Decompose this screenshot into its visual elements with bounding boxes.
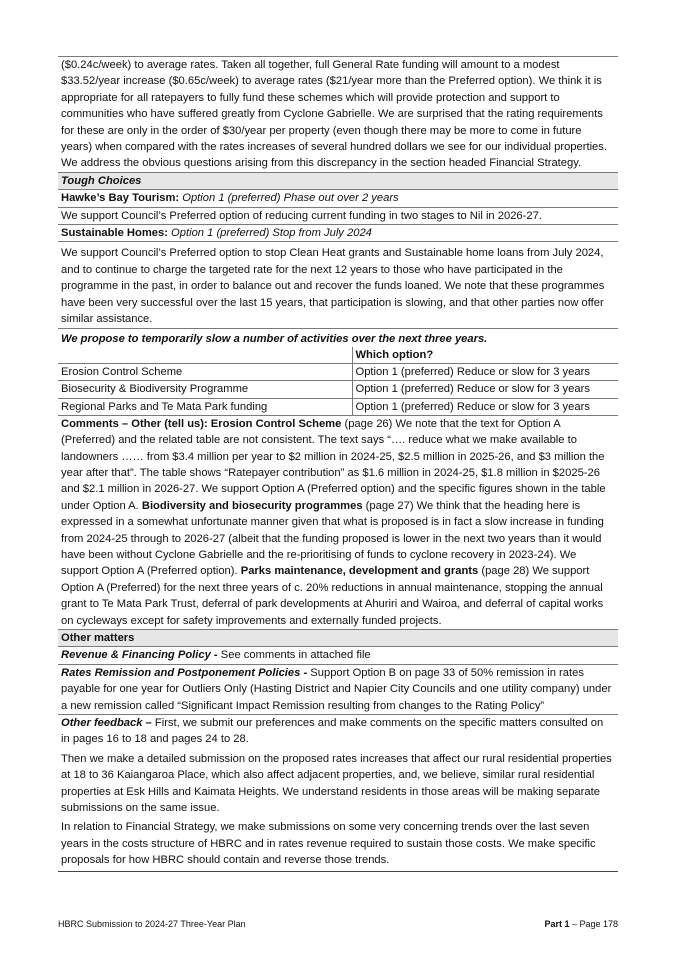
activity-option: Option 1 (preferred) Reduce or slow for 3 years	[352, 381, 618, 398]
comments-parks-label: Parks maintenance, development and grants	[240, 565, 479, 578]
comments-lead: Comments – Other (tell us): Erosion Control Scheme	[61, 417, 342, 430]
other-matters-heading-row	[58, 630, 618, 647]
intro-section	[58, 56, 618, 173]
tough-choices-heading: Tough Choices	[61, 174, 142, 187]
rates-remission-label: Rates Remission and Postponement Policies -	[61, 666, 308, 679]
homes-text: We support Council’s Preferred option to stop Clean Heat grants and Sustainable home loans from July 2024, and to continue to charge the targeted rate for the next 12 years to those who have participated in the programme in the past, in order to balance out and recover the funds loaned. We note that these programmes have been very successful over the last 15 years, that participation is slowing, and that other parties now offer similar assistance.	[61, 247, 605, 326]
footer-page: – Page 178	[569, 919, 618, 929]
tourism-row	[58, 190, 618, 207]
activities-table	[58, 347, 618, 416]
homes-label: Sustainable Homes:	[61, 227, 168, 240]
financial-strategy-paragraph: In relation to Financial Strategy, we make submissions on some very concerning trends over the last seven years in the costs structure of HBRC and in rates revenue required to sustain those costs. We make specific proposals for how HBRC should contain and reverse those trends.	[61, 821, 596, 867]
tourism-label: Hawke’s Bay Tourism:	[61, 192, 180, 205]
activity-option: Option 1 (preferred) Reduce or slow for 3 years	[352, 364, 618, 381]
tourism-option: Option 1 (preferred) Phase out over 2 years	[182, 192, 399, 205]
rural-residential-paragraph: Then we make a detailed submission on the proposed rates increases that affect our rural residential properties at 18 to 36 Kaiangaroa Place, which also affect adjacent properties, and, we believe, similar rural residential properties at Esk Hills and Kaimata Heights. We understand residents in those areas will be making separate submissions on the same issue.	[61, 752, 612, 815]
other-matters-heading: Other matters	[61, 632, 135, 644]
table-row	[58, 364, 618, 381]
homes-row	[58, 225, 618, 242]
activity-name: Biosecurity & Biodiversity Programme	[58, 381, 352, 398]
tourism-text-row	[58, 208, 618, 225]
which-option-header: Which option?	[352, 347, 618, 364]
footer-document-title: HBRC Submission to 2024-27 Three-Year Plan	[58, 919, 246, 929]
activities-heading-row	[58, 329, 618, 347]
footer-part: Part 1	[544, 919, 570, 929]
comments-text-2: (page 27) We think that the heading here is expressed in a somewhat unfortunate manner given that what is proposed is in fact a slow increase in funding from 2024-25 through to 2026-27 (albeit that the funding proposed is lower in the next two years than it would have been without Cyclone Gabrielle and the re-prioritising of funds to cyclone recovery in 2023-24). We support Option A (Preferred option).	[61, 499, 604, 578]
tourism-text: We support Council’s Preferred option of reducing current funding in two stages to Nil in 2026-27.	[61, 209, 542, 222]
activities-table-header	[58, 347, 618, 364]
page-footer	[58, 918, 618, 930]
rates-remission-paragraph	[61, 665, 615, 714]
activities-heading: We propose to temporarily slow a number of activities over the next three years.	[61, 332, 488, 345]
footer-page-number	[544, 918, 618, 930]
comments-text-3: (page 28) We support Option A (Preferred) for the next three years of c. 20% reductions in annual maintenance, stopping the annual grant to Te Mata Park Trust, deferral of park developments at Ahuriri and Wairoa, and deferral of capital works on cycleways except for safety improvements and externally funded projects.	[61, 565, 604, 627]
revenue-label: Revenue & Financing Policy -	[61, 649, 218, 662]
activity-name: Regional Parks and Te Mata Park funding	[58, 398, 352, 415]
other-feedback-label: Other feedback –	[61, 717, 152, 730]
revenue-text: See comments in attached file	[217, 649, 371, 662]
homes-option: Option 1 (preferred) Stop from July 2024	[171, 227, 372, 240]
rates-remission-text: Support Option B on page 33 of 50% remission in rates payable for one year for Outliers Only (Hasting District and Napier City Councils and one utility company) under a new remission called “Significant Impact Remission resulting from changes to the Rating Policy”	[61, 666, 612, 712]
table-row	[58, 398, 618, 415]
intro-paragraph: ($0.24c/week) to average rates. Taken all together, full General Rate funding will amount to a modest $33.52/year increase ($0.65c/week) to average rates ($21/year more than the Preferred option). We think it is appropriate for all ratepayers to fully fund these schemes which will provide protection and support to communities who have suffered greatly from Cyclone Gabrielle. We are surprised that the rating requirements for these are only in the order of $30/year per property (even though there may be more to come in future years) when compared with the rates increases of several hundred dollars we see for our individual properties. We address the obvious questions arising from this discrepancy in the section headed Financial Strategy.	[61, 59, 607, 170]
document-body	[58, 56, 618, 872]
table-row	[58, 381, 618, 398]
homes-text-row	[58, 242, 618, 328]
comments-text-1: (page 26) We note that the text for Option A (Preferred) and the related table are not consistent. The text says “…. reduce what we make available to landowners …… from $3.4 million per year to $2 million in 2024-25, $2.5 million in 2025-26, and $3 million the year after that”. The table shows “Ratepayer contribution” as $1.6 million in 2024-25, $1.8 million in $2025-26 and $2.1 million in 2026-27. We support Option A (Preferred option) and the specific figures shown in the table under Option A.	[61, 417, 606, 512]
comments-section	[58, 416, 618, 630]
comments-paragraph	[61, 416, 615, 629]
rates-remission-row	[58, 665, 618, 715]
revenue-row	[58, 647, 618, 664]
tough-choices-heading-row	[58, 173, 618, 190]
other-feedback-paragraph	[61, 715, 615, 748]
activity-name: Erosion Control Scheme	[58, 364, 352, 381]
other-feedback-section	[58, 715, 618, 872]
comments-biodiversity-label: Biodiversity and biosecurity programmes	[141, 499, 363, 512]
other-feedback-text: First, we submit our preferences and make comments on the specific matters consulted on in pages 16 to 18 and pages 24 to 28.	[61, 717, 604, 746]
activity-option: Option 1 (preferred) Reduce or slow for 3 years	[352, 398, 618, 415]
